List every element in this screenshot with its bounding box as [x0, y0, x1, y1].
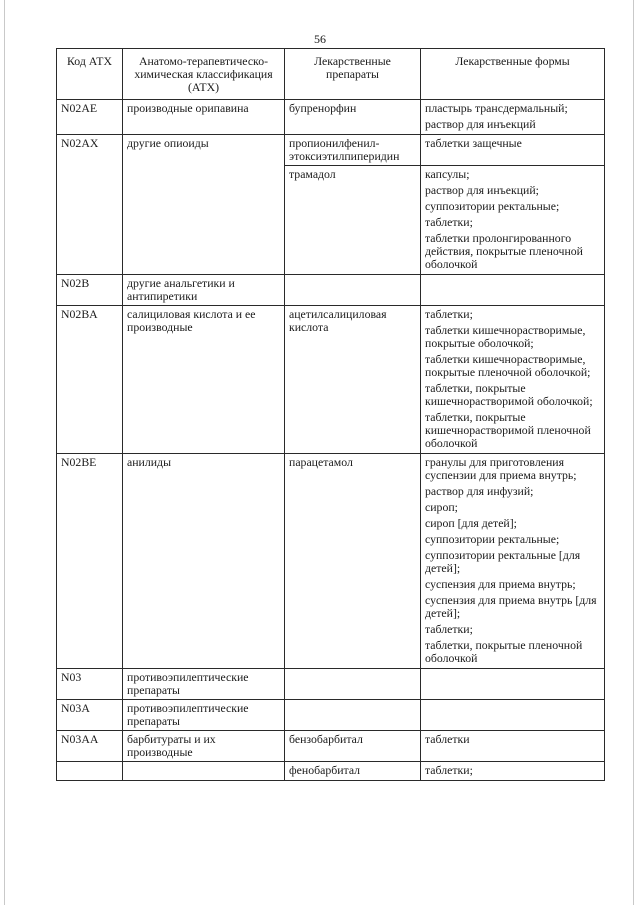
table-row — [57, 762, 605, 781]
page-right-edge — [633, 0, 634, 905]
dosage-form-item: гранулы для приготовления суспензии для приема внутрь; — [425, 455, 577, 482]
header-dosage-forms: Лекарственные формы — [421, 49, 605, 100]
dosage-forms-cell — [421, 135, 605, 166]
atx-code-cell: N02AE — [57, 100, 123, 135]
atx-code-cell: N02B — [57, 275, 123, 306]
dosage-form-item: раствор для инъекций; — [425, 183, 539, 197]
classification-cell: салициловая кислота и ее производные — [123, 306, 285, 454]
dosage-form-item: суппозитории ректальные; — [425, 532, 560, 546]
header-atx-code: Код АТХ — [57, 49, 123, 100]
drug-cell: пропионилфенил-этоксиэтилпиперидин — [285, 135, 421, 166]
dosage-forms-cell — [421, 306, 605, 454]
table-row — [57, 700, 605, 731]
drug-cell: бензобарбитал — [285, 731, 421, 762]
dosage-form-item: таблетки; — [425, 763, 473, 777]
classification-cell: анилиды — [123, 454, 285, 669]
table-row — [57, 275, 605, 306]
table-row — [57, 135, 605, 166]
drug-cell: ацетилсалициловая кислота — [285, 306, 421, 454]
drug-cell — [285, 669, 421, 700]
atx-code-cell: N02BE — [57, 454, 123, 669]
classification-cell: другие опиоиды — [123, 135, 285, 275]
drug-cell: бупренорфин — [285, 100, 421, 135]
dosage-form-item: раствор для инъекций — [425, 117, 536, 131]
atx-code-cell — [57, 762, 123, 781]
dosage-form-item: суспензия для приема внутрь [для детей]; — [425, 593, 597, 620]
dosage-forms-cell — [421, 100, 605, 135]
drug-cell: парацетамол — [285, 454, 421, 669]
dosage-form-item: таблетки, покрытые кишечнорастворимой оболочкой; — [425, 381, 593, 408]
drug-cell: трамадол — [285, 166, 421, 275]
page-number: 56 — [314, 32, 326, 46]
dosage-forms-cell — [421, 762, 605, 781]
dosage-forms-cell — [421, 454, 605, 669]
atx-code-cell: N03 — [57, 669, 123, 700]
dosage-form-item: суппозитории ректальные; — [425, 199, 560, 213]
classification-cell: барбитураты и их производные — [123, 731, 285, 762]
dosage-form-item: сироп; — [425, 500, 458, 514]
drug-cell: фенобарбитал — [285, 762, 421, 781]
dosage-form-item: суспензия для приема внутрь; — [425, 577, 576, 591]
dosage-form-item: пластырь трансдермальный; — [425, 101, 568, 115]
table-row — [57, 306, 605, 454]
dosage-forms-cell — [421, 700, 605, 731]
atx-code-cell: N03A — [57, 700, 123, 731]
dosage-form-item: таблетки; — [425, 622, 473, 636]
dosage-form-item: таблетки — [425, 732, 470, 746]
dosage-form-item: таблетки кишечнорастворимые, покрытые пленочной оболочкой; — [425, 352, 591, 379]
table-row — [57, 669, 605, 700]
dosage-form-item: таблетки кишечнорастворимые, покрытые оболочкой; — [425, 323, 586, 350]
dosage-form-item: таблетки, покрытые кишечнорастворимой пленочной оболочкой — [425, 410, 591, 450]
dosage-form-item: таблетки, покрытые пленочной оболочкой — [425, 638, 583, 665]
dosage-form-item: таблетки; — [425, 215, 473, 229]
page-left-edge — [4, 0, 5, 905]
classification-cell: производные орипавина — [123, 100, 285, 135]
dosage-form-item: таблетки; — [425, 307, 473, 321]
classification-cell: противоэпилептические препараты — [123, 669, 285, 700]
table-header-row — [57, 49, 605, 100]
dosage-forms-cell — [421, 275, 605, 306]
dosage-form-item: капсулы; — [425, 167, 470, 181]
table-row — [57, 454, 605, 669]
dosage-forms-cell — [421, 731, 605, 762]
dosage-form-item: сироп [для детей]; — [425, 516, 517, 530]
table-row — [57, 731, 605, 762]
dosage-form-item: таблетки пролонгированного действия, покрытые пленочной оболочкой — [425, 231, 583, 271]
classification-cell — [123, 762, 285, 781]
atx-table — [56, 48, 605, 781]
drug-cell — [285, 275, 421, 306]
header-drugs: Лекарственные препараты — [285, 49, 421, 100]
atx-code-cell: N02AX — [57, 135, 123, 275]
classification-cell: другие анальгетики и антипиретики — [123, 275, 285, 306]
classification-cell: противоэпилептические препараты — [123, 700, 285, 731]
dosage-form-item: суппозитории ректальные [для детей]; — [425, 548, 581, 575]
table-row — [57, 100, 605, 135]
dosage-forms-cell — [421, 166, 605, 275]
dosage-form-item: раствор для инфузий; — [425, 484, 534, 498]
dosage-form-item: таблетки защечные — [425, 136, 522, 150]
atx-code-cell: N03AA — [57, 731, 123, 762]
atx-code-cell: N02BA — [57, 306, 123, 454]
drug-cell — [285, 700, 421, 731]
header-atx-classification: Анатомо-терапевтическо-химическая классификация (АТХ) — [123, 49, 285, 100]
dosage-forms-cell — [421, 669, 605, 700]
